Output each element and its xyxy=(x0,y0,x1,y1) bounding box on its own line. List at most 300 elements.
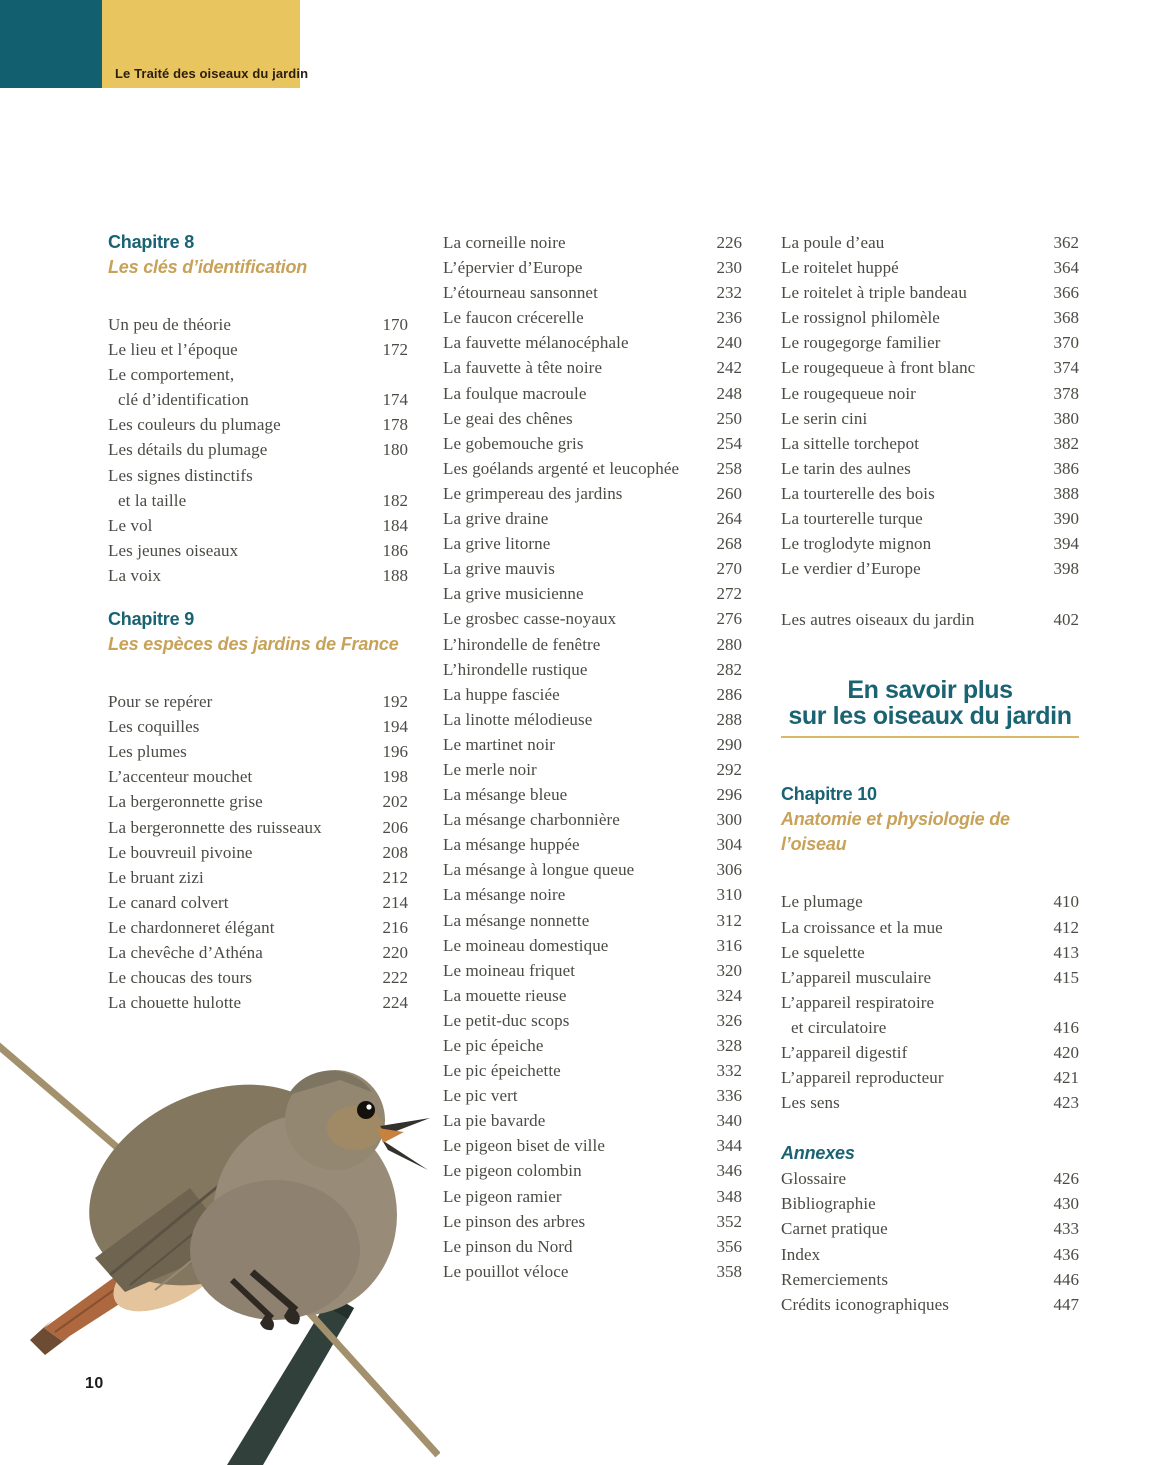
toc-entry xyxy=(443,280,742,305)
toc-entry-page: 182 xyxy=(382,490,408,510)
toc-entry-page: 416 xyxy=(1053,1017,1079,1037)
toc-entry-page: 240 xyxy=(716,333,742,353)
toc-entry-label: L’appareil respiratoire xyxy=(781,992,935,1012)
toc-entry-page: 433 xyxy=(1053,1219,1079,1239)
toc-entry-page: 214 xyxy=(382,892,408,912)
toc-entry-page: 415 xyxy=(1053,967,1079,987)
toc-entry-label: Le bruant zizi xyxy=(108,867,204,887)
toc-entry-label: clé d’identification xyxy=(118,390,249,410)
toc-entry-page: 328 xyxy=(716,1036,742,1055)
toc-entry-label: Un peu de théorie xyxy=(108,315,232,334)
toc-entry-page: 258 xyxy=(716,458,742,478)
toc-entry-label: et la taille xyxy=(118,490,187,510)
toc-entry-page: 270 xyxy=(716,559,742,579)
toc-entry-page: 288 xyxy=(716,709,742,729)
toc-entry-page: 332 xyxy=(716,1061,742,1081)
toc-entry-label: Le vol xyxy=(108,515,153,535)
toc-entry-label: Le merle noir xyxy=(443,759,537,779)
toc-entry-label: La foulque macroule xyxy=(443,383,587,403)
toc-entry-label: Le serin cini xyxy=(781,408,868,428)
toc-entry-group xyxy=(781,230,1079,581)
toc-entry-label: La poule d’eau xyxy=(781,233,885,252)
toc-entry-page: 272 xyxy=(716,584,742,604)
toc-entry xyxy=(108,739,408,764)
toc-entry-label: Bibliographie xyxy=(781,1194,876,1214)
toc-entry-label: La huppe fasciée xyxy=(443,684,560,704)
toc-entry-page: 336 xyxy=(716,1086,742,1106)
toc-entry-label: Le pinson du Nord xyxy=(443,1236,573,1256)
toc-entry-page: 312 xyxy=(716,910,742,930)
toc-entry-group xyxy=(781,607,1079,632)
toc-entry-page: 292 xyxy=(716,759,742,779)
toc-entry-label: Le troglodyte mignon xyxy=(781,534,932,554)
toc-entry-label: L’appareil digestif xyxy=(781,1042,908,1062)
toc-entry-label: Le rougegorge familier xyxy=(781,333,941,353)
toc-entry-page: 423 xyxy=(1053,1093,1079,1113)
toc-column-3 xyxy=(781,0,1079,1317)
toc-entry-label: La chevêche d’Athéna xyxy=(108,942,263,962)
toc-entry xyxy=(443,1083,742,1108)
toc-entry-page: 447 xyxy=(1053,1294,1079,1314)
toc-entry-label: Le gobemouche gris xyxy=(443,433,584,453)
toc-entry-label: Le canard colvert xyxy=(108,892,229,912)
toc-entry-page: 420 xyxy=(1053,1042,1079,1062)
toc-entry xyxy=(443,958,742,983)
toc-entry-label: La mésange charbonnière xyxy=(443,810,620,830)
toc-entry-page: 436 xyxy=(1053,1244,1079,1264)
toc-entry xyxy=(443,1209,742,1234)
toc-entry-label: Les couleurs du plumage xyxy=(108,415,281,435)
toc-entry xyxy=(443,1133,742,1158)
toc-entry-label: Les sens xyxy=(781,1093,840,1113)
toc-entry-label: Les détails du plumage xyxy=(108,440,268,460)
toc-entry-page: 364 xyxy=(1053,258,1079,278)
toc-entry-label: La mésange bleue xyxy=(443,785,568,805)
toc-column-1 xyxy=(108,0,408,1015)
toc-entry xyxy=(443,832,742,857)
toc-entry xyxy=(108,463,408,488)
toc-entry-label: La mésange huppée xyxy=(443,835,580,855)
toc-entry-page: 398 xyxy=(1053,559,1079,579)
toc-entry xyxy=(108,940,408,965)
toc-entry-group xyxy=(781,889,1079,1115)
toc-entry-page: 304 xyxy=(716,835,742,855)
toc-entry-page: 202 xyxy=(382,792,408,812)
toc-entry-page: 344 xyxy=(716,1136,742,1156)
part-header-line-1: En savoir plus xyxy=(847,676,1013,705)
toc-entry xyxy=(443,581,742,606)
toc-entry xyxy=(781,1292,1079,1317)
toc-entry-page: 192 xyxy=(382,692,408,712)
toc-entry-page: 216 xyxy=(382,917,408,937)
toc-column-2 xyxy=(443,0,742,1284)
toc-entry xyxy=(443,1008,742,1033)
toc-entry-page: 174 xyxy=(382,390,408,410)
toc-entry xyxy=(781,1242,1079,1267)
annexes-label: Annexes xyxy=(781,1143,855,1164)
chapter-heading xyxy=(108,607,408,657)
part-header-line-2: sur les oiseaux du jardin xyxy=(788,702,1072,731)
toc-entry-page: 188 xyxy=(382,565,408,585)
toc-entry xyxy=(443,782,742,807)
toc-entry xyxy=(781,1166,1079,1191)
toc-entry xyxy=(781,481,1079,506)
toc-entry xyxy=(443,882,742,907)
toc-entry xyxy=(443,606,742,631)
toc-entry xyxy=(781,255,1079,280)
toc-entry-label: Le roitelet à triple bandeau xyxy=(781,283,967,303)
toc-entry-page: 340 xyxy=(716,1111,742,1131)
toc-entry xyxy=(443,707,742,732)
toc-entry-page: 370 xyxy=(1053,333,1079,353)
toc-entry-group xyxy=(108,312,408,588)
toc-entry-label: La grive draine xyxy=(443,509,549,529)
toc-entry-page: 421 xyxy=(1053,1068,1079,1088)
toc-entry xyxy=(443,1108,742,1133)
toc-entry xyxy=(108,563,408,588)
toc-entry xyxy=(443,1158,742,1183)
toc-entry xyxy=(781,1191,1079,1216)
toc-entry-page: 388 xyxy=(1053,483,1079,503)
toc-entry xyxy=(443,531,742,556)
toc-entry xyxy=(443,1058,742,1083)
toc-entry xyxy=(108,815,408,840)
toc-entry-label: La croissance et la mue xyxy=(781,917,943,937)
toc-entry-page: 196 xyxy=(382,742,408,762)
toc-entry xyxy=(781,1015,1079,1040)
toc-entry xyxy=(781,915,1079,940)
toc-entry xyxy=(108,965,408,990)
toc-entry-label: Le roitelet huppé xyxy=(781,258,899,278)
toc-entry xyxy=(108,714,408,739)
toc-entry xyxy=(108,437,408,462)
toc-entry-label: Le verdier d’Europe xyxy=(781,559,921,579)
toc-entry xyxy=(781,1216,1079,1241)
toc-entry-page: 296 xyxy=(716,785,742,805)
toc-entry-label: Le plumage xyxy=(781,892,863,912)
toc-entry-label: La mouette rieuse xyxy=(443,985,567,1005)
toc-entry-label: La grive musicienne xyxy=(443,584,584,604)
chapter-title: Les clés d’identification xyxy=(108,257,308,277)
toc-entry xyxy=(443,355,742,380)
toc-entry-label: Remerciements xyxy=(781,1269,889,1289)
toc-entry-page: 378 xyxy=(1053,383,1079,403)
toc-entry xyxy=(443,381,742,406)
toc-entry-page: 184 xyxy=(382,515,408,535)
toc-entry-label: Le grosbec casse-noyaux xyxy=(443,609,617,629)
chapter-heading xyxy=(781,782,1079,857)
toc-entry-page: 413 xyxy=(1053,942,1079,962)
toc-entry-label: Pour se repérer xyxy=(108,692,213,712)
toc-entry xyxy=(443,1259,742,1284)
toc-entry-page: 306 xyxy=(716,860,742,880)
toc-entry-page: 356 xyxy=(716,1236,742,1256)
toc-entry-group xyxy=(781,1166,1079,1317)
toc-entry-label: Le rougequeue à front blanc xyxy=(781,358,976,378)
toc-entry-page: 390 xyxy=(1053,509,1079,529)
toc-entry-page: 254 xyxy=(716,433,742,453)
toc-entry-label: Le martinet noir xyxy=(443,734,556,754)
toc-entry-page: 362 xyxy=(1053,233,1079,252)
toc-entry-label: Le grimpereau des jardins xyxy=(443,483,623,503)
toc-entry-page: 226 xyxy=(716,233,742,252)
toc-entry-page: 402 xyxy=(1053,610,1079,630)
toc-entry-page: 348 xyxy=(716,1186,742,1206)
toc-entry xyxy=(443,657,742,682)
toc-entry-page: 268 xyxy=(716,534,742,554)
toc-entry-label: Glossaire xyxy=(781,1169,847,1189)
toc-entry-page: 170 xyxy=(382,315,408,334)
black-redstart-illustration xyxy=(0,1040,440,1465)
toc-entry-label: Le moineau friquet xyxy=(443,960,576,980)
toc-entry xyxy=(443,456,742,481)
toc-entry xyxy=(781,940,1079,965)
toc-entry-page: 382 xyxy=(1053,433,1079,453)
toc-entry-page: 172 xyxy=(382,340,408,360)
toc-entry-label: L’accenteur mouchet xyxy=(108,767,253,787)
toc-entry-label: L’hirondelle rustique xyxy=(443,659,588,679)
toc-entry-label: L’appareil musculaire xyxy=(781,967,932,987)
toc-entry-page: 316 xyxy=(716,935,742,955)
toc-entry-label: Le pic vert xyxy=(443,1086,518,1106)
toc-entry xyxy=(108,337,408,362)
toc-entry-label: Carnet pratique xyxy=(781,1219,888,1239)
toc-entry-label: Le choucas des tours xyxy=(108,968,253,988)
toc-entry xyxy=(781,1065,1079,1090)
toc-entry xyxy=(443,431,742,456)
toc-entry-page: 232 xyxy=(716,283,742,303)
toc-entry-label: Le rossignol philomèle xyxy=(781,308,940,328)
toc-entry xyxy=(781,280,1079,305)
toc-entry-page: 374 xyxy=(1053,358,1079,378)
toc-entry-page: 248 xyxy=(716,383,742,403)
toc-entry-page: 394 xyxy=(1053,534,1079,554)
toc-entry xyxy=(108,387,408,412)
toc-entry xyxy=(781,1040,1079,1065)
toc-entry-page: 368 xyxy=(1053,308,1079,328)
toc-entry xyxy=(781,1267,1079,1292)
toc-entry xyxy=(443,506,742,531)
toc-entry-label: La fauvette à tête noire xyxy=(443,358,603,378)
toc-entry-label: La sittelle torchepot xyxy=(781,433,920,453)
toc-entry-page: 290 xyxy=(716,734,742,754)
toc-entry xyxy=(108,865,408,890)
toc-entry-label: Le lieu et l’époque xyxy=(108,340,238,360)
toc-entry-label: Le bouvreuil pivoine xyxy=(108,842,253,862)
toc-entry-page: 206 xyxy=(382,817,408,837)
toc-entry xyxy=(108,789,408,814)
toc-entry-label: Le pinson des arbres xyxy=(443,1211,586,1231)
toc-entry-label: Les jeunes oiseaux xyxy=(108,540,239,560)
toc-entry-page: 430 xyxy=(1053,1194,1079,1214)
toc-entry xyxy=(781,889,1079,914)
toc-entry xyxy=(443,481,742,506)
toc-entry xyxy=(443,1033,742,1058)
bird-photo xyxy=(0,1040,440,1465)
toc-entry-page: 242 xyxy=(716,358,742,378)
part-header xyxy=(781,677,1079,738)
toc-entry-page: 446 xyxy=(1053,1269,1079,1289)
toc-entry-label: Les coquilles xyxy=(108,717,200,737)
toc-entry-label: La tourterelle des bois xyxy=(781,483,935,503)
toc-entry xyxy=(443,983,742,1008)
toc-entry-label: Les plumes xyxy=(108,742,187,762)
toc-entry-label: Le pouillot véloce xyxy=(443,1261,569,1281)
toc-entry-label: La corneille noire xyxy=(443,233,566,252)
toc-entry-label: Crédits iconographiques xyxy=(781,1294,950,1314)
toc-entry-label: Les signes distinctifs xyxy=(108,465,253,485)
toc-entry xyxy=(781,230,1079,255)
toc-entry xyxy=(108,312,408,337)
toc-entry xyxy=(443,1234,742,1259)
corner-block xyxy=(0,0,102,88)
toc-entry xyxy=(443,556,742,581)
toc-entry-label: La mésange noire xyxy=(443,885,566,905)
toc-entry-label: La fauvette mélanocéphale xyxy=(443,333,629,353)
chapter-heading xyxy=(108,230,408,280)
toc-entry xyxy=(781,990,1079,1015)
toc-entry xyxy=(781,607,1079,632)
toc-entry xyxy=(108,513,408,538)
toc-entry-page: 386 xyxy=(1053,458,1079,478)
toc-entry xyxy=(108,915,408,940)
toc-entry xyxy=(443,908,742,933)
toc-entry-page: 178 xyxy=(382,415,408,435)
toc-entry xyxy=(108,412,408,437)
chapter-title: Les espèces des jardins de France xyxy=(108,634,399,655)
toc-entry xyxy=(781,330,1079,355)
toc-entry-label: Le pic épeiche xyxy=(443,1036,544,1055)
toc-entry-label: Le tarin des aulnes xyxy=(781,458,911,478)
toc-entry xyxy=(781,381,1079,406)
toc-entry-label: La tourterelle turque xyxy=(781,509,923,529)
toc-entry-page: 358 xyxy=(716,1261,742,1281)
toc-entry-page: 186 xyxy=(382,540,408,560)
toc-entry xyxy=(443,807,742,832)
toc-entry xyxy=(781,965,1079,990)
toc-entry-label: Le petit-duc scops xyxy=(443,1010,570,1030)
toc-entry-page: 264 xyxy=(716,509,742,529)
toc-entry-page: 276 xyxy=(716,609,742,629)
toc-entry xyxy=(108,990,408,1015)
chapter-label: Chapitre 9 xyxy=(108,609,195,630)
toc-entry xyxy=(443,632,742,657)
toc-entry-page: 222 xyxy=(382,968,408,988)
toc-entry-label: La voix xyxy=(108,565,162,585)
toc-entry-page: 286 xyxy=(716,684,742,704)
toc-entry xyxy=(443,757,742,782)
toc-entry xyxy=(781,506,1079,531)
toc-entry xyxy=(443,682,742,707)
toc-entry-page: 260 xyxy=(716,483,742,503)
toc-entry-label: La grive litorne xyxy=(443,534,551,554)
toc-entry-group xyxy=(443,230,742,1284)
toc-entry xyxy=(443,305,742,330)
toc-entry-label: Le chardonneret élégant xyxy=(108,917,275,937)
toc-entry-label: Les goélands argenté et leucophée xyxy=(443,458,680,478)
toc-entry-page: 212 xyxy=(382,867,408,887)
toc-entry xyxy=(443,330,742,355)
toc-entry-page: 198 xyxy=(382,767,408,787)
toc-entry-label: et circulatoire xyxy=(791,1017,887,1037)
toc-entry xyxy=(781,355,1079,380)
toc-entry-page: 280 xyxy=(716,634,742,654)
toc-entry xyxy=(443,406,742,431)
chapter-label: Chapitre 8 xyxy=(108,232,195,252)
toc-entry-page: 426 xyxy=(1053,1169,1079,1189)
toc-entry-page: 208 xyxy=(382,842,408,862)
toc-entry xyxy=(108,890,408,915)
toc-entry xyxy=(108,764,408,789)
toc-entry-page: 310 xyxy=(716,885,742,905)
toc-entry-label: Le moineau domestique xyxy=(443,935,609,955)
toc-entry-page: 300 xyxy=(716,810,742,830)
toc-entry xyxy=(108,362,408,387)
toc-entry-label: Le pigeon colombin xyxy=(443,1161,582,1181)
toc-entry xyxy=(443,857,742,882)
toc-entry-page: 380 xyxy=(1053,408,1079,428)
toc-entry xyxy=(443,732,742,757)
toc-entry-label: Le geai des chênes xyxy=(443,408,573,428)
toc-entry-label: La grive mauvis xyxy=(443,559,555,579)
toc-entry-label: La mésange à longue queue xyxy=(443,860,635,880)
toc-entry xyxy=(781,531,1079,556)
toc-entry-label: Le squelette xyxy=(781,942,865,962)
toc-entry xyxy=(781,1090,1079,1115)
toc-entry xyxy=(781,305,1079,330)
book-title: Le Traité des oiseaux du jardin xyxy=(115,66,309,81)
toc-entry-group xyxy=(108,689,408,1015)
toc-entry-label: L’étourneau sansonnet xyxy=(443,283,598,303)
toc-entry xyxy=(781,556,1079,581)
toc-entry-label: L’épervier d’Europe xyxy=(443,258,583,278)
toc-entry-page: 230 xyxy=(716,258,742,278)
toc-entry-label: La chouette hulotte xyxy=(108,993,242,1013)
part-header-rule xyxy=(781,736,1079,738)
toc-entry-label: La linotte mélodieuse xyxy=(443,709,593,729)
toc-entry-label: La bergeronnette des ruisseaux xyxy=(108,817,322,837)
toc-entry-page: 250 xyxy=(716,408,742,428)
toc-entry-label: L’hirondelle de fenêtre xyxy=(443,634,601,654)
toc-entry xyxy=(443,1184,742,1209)
toc-entry-page: 220 xyxy=(382,942,408,962)
page-number: 10 xyxy=(85,1375,104,1392)
toc-entry-page: 320 xyxy=(716,960,742,980)
toc-entry-page: 326 xyxy=(716,1010,742,1030)
toc-entry xyxy=(781,456,1079,481)
toc-entry xyxy=(443,933,742,958)
toc-entry-page: 410 xyxy=(1053,892,1079,912)
toc-entry xyxy=(108,840,408,865)
toc-entry-label: Le faucon crécerelle xyxy=(443,308,584,328)
toc-entry-page: 346 xyxy=(716,1161,742,1181)
toc-entry-label: Le pic épeichette xyxy=(443,1061,561,1081)
toc-entry-label: Le pigeon biset de ville xyxy=(443,1136,605,1156)
chapter-label: Chapitre 10 xyxy=(781,784,877,805)
toc-entry xyxy=(108,689,408,714)
toc-entry-label: La bergeronnette grise xyxy=(108,792,263,812)
toc-entry-page: 352 xyxy=(716,1211,742,1231)
toc-entry-label: Index xyxy=(781,1244,821,1264)
toc-entry-label: Le comportement, xyxy=(108,365,235,385)
toc-entry xyxy=(108,538,408,563)
toc-entry xyxy=(781,431,1079,456)
annexes-heading xyxy=(781,1141,1079,1166)
toc-entry-page: 366 xyxy=(1053,283,1079,303)
toc-entry-page: 224 xyxy=(382,993,408,1013)
toc-entry-label: L’appareil reproducteur xyxy=(781,1068,944,1088)
toc-entry-page: 412 xyxy=(1053,917,1079,937)
